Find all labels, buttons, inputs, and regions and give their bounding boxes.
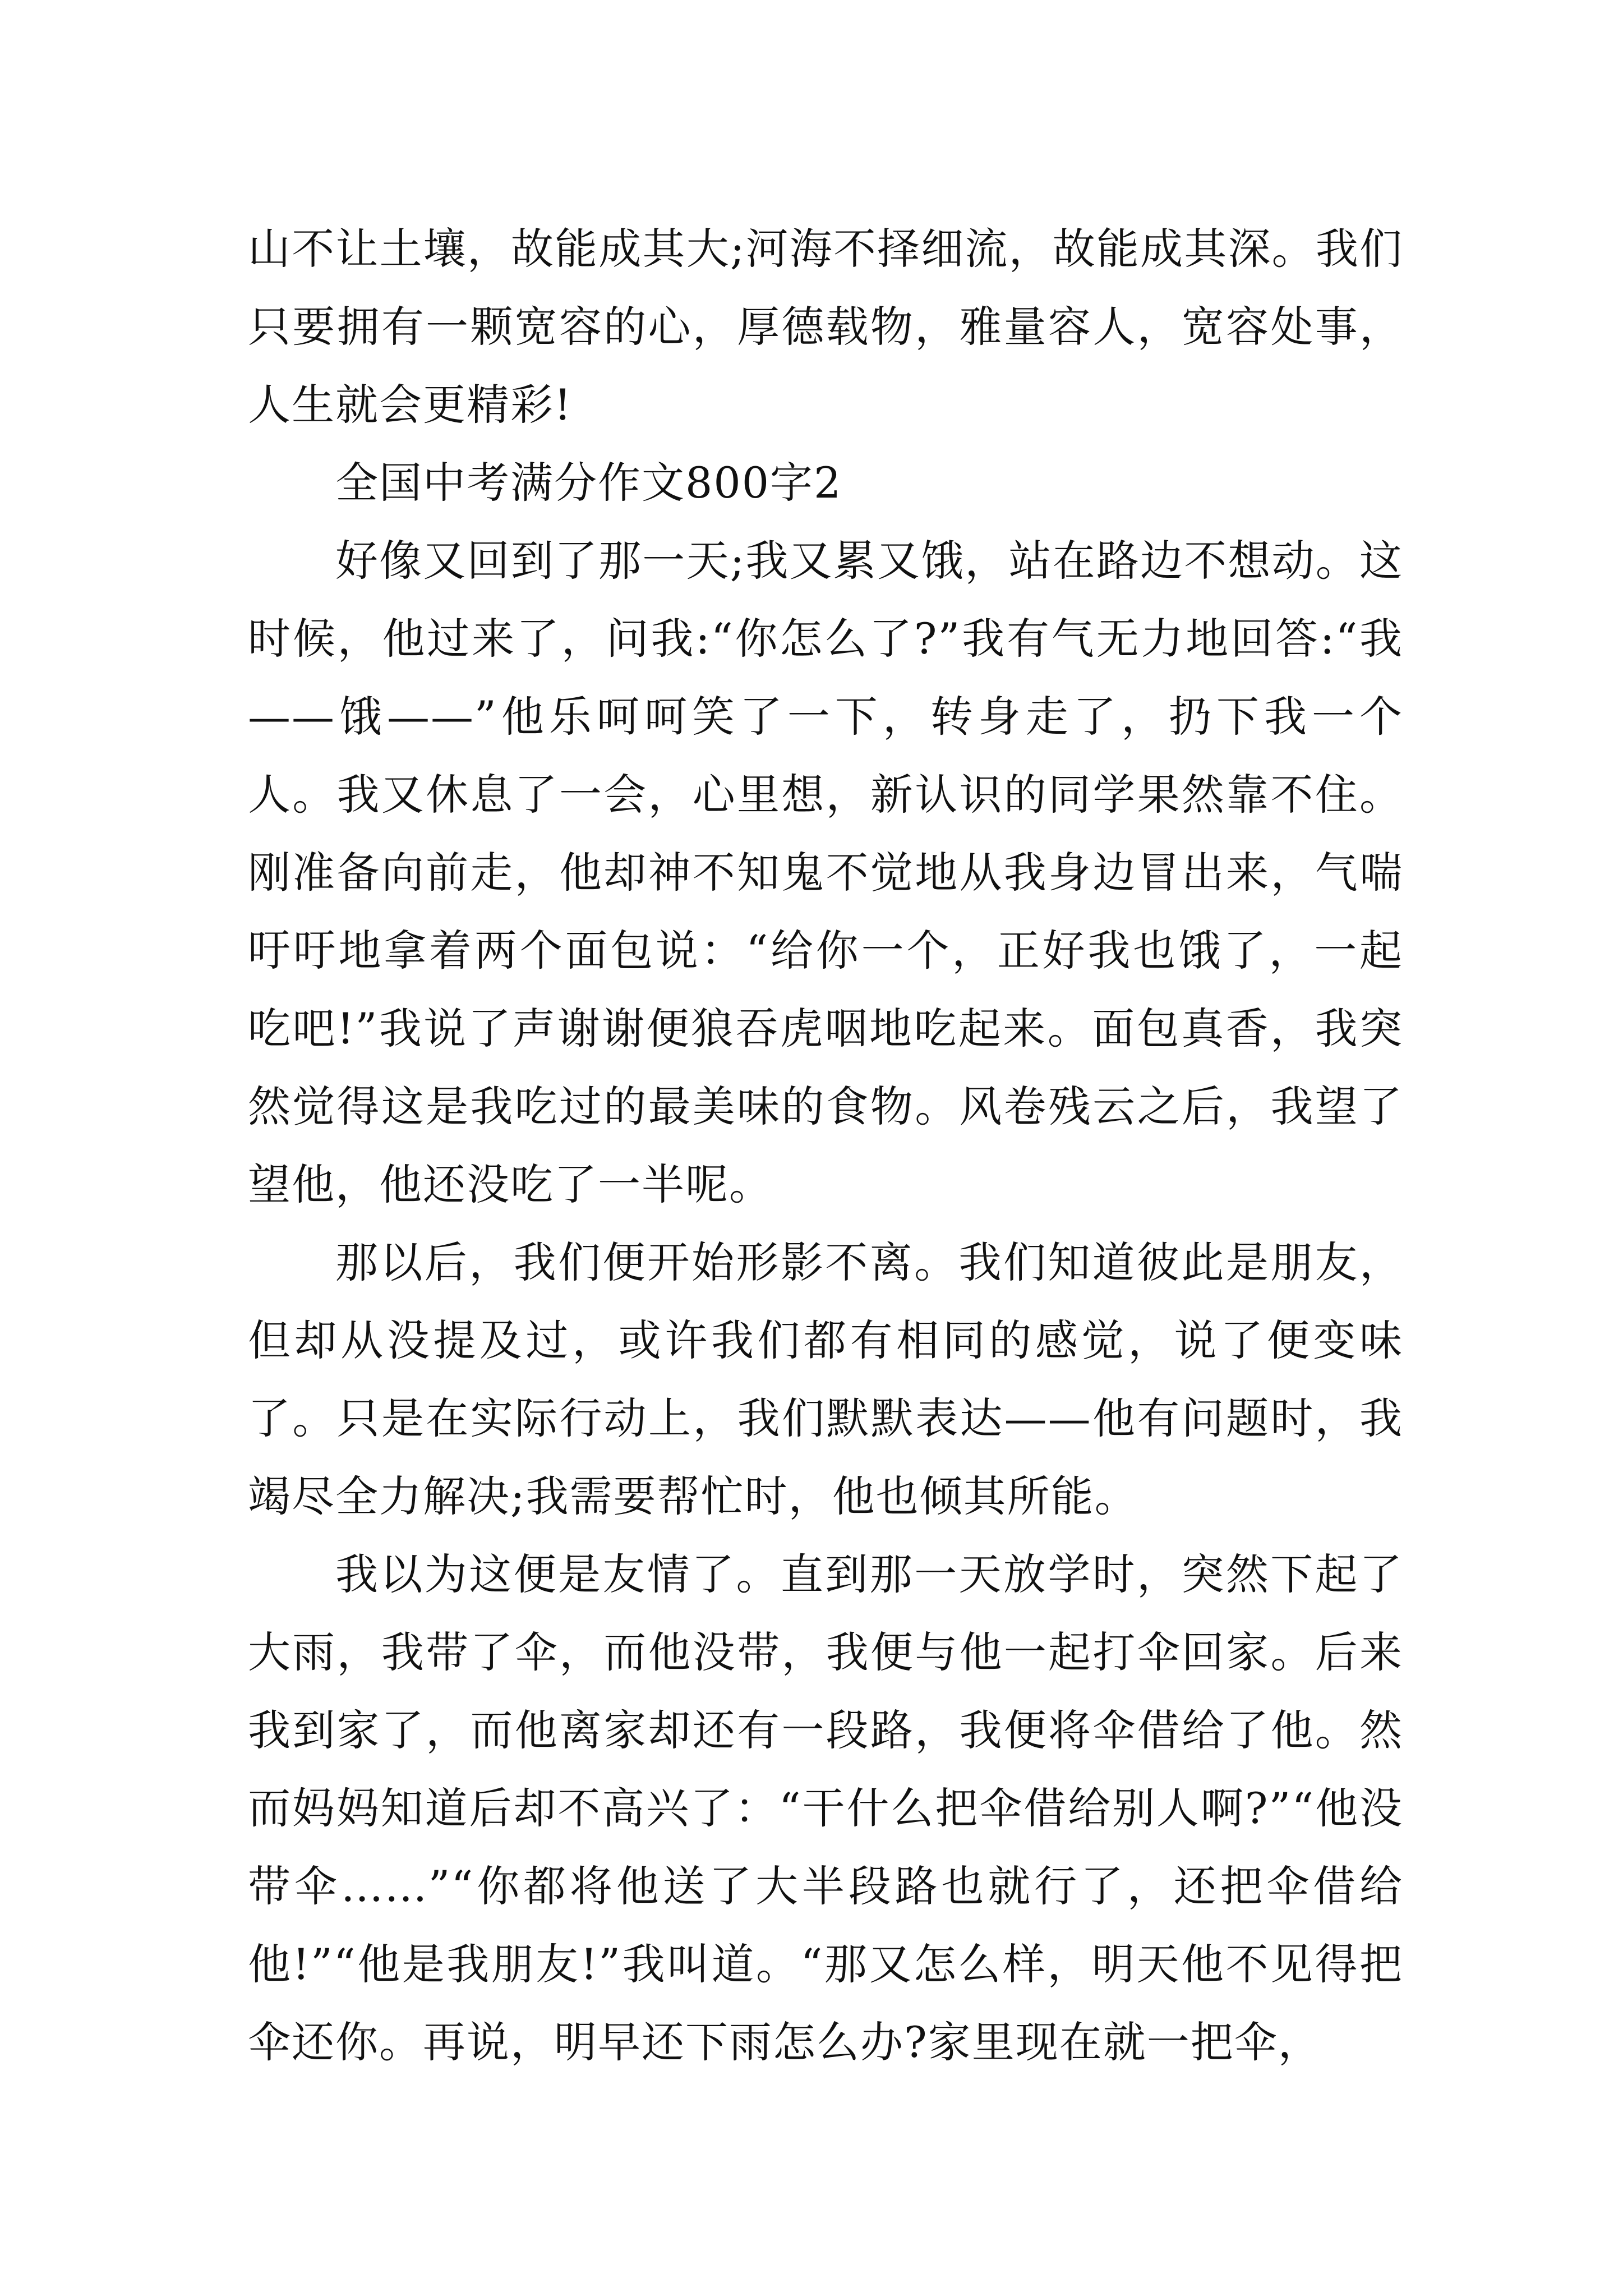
paragraph-bread: 好像又回到了那一天;我又累又饿，站在路边不想动。这时候，他过来了，问我:“你怎么了?”我有气无力地回答:“我——饿——”他乐呵呵笑了一下，转身走了，扔下我一个人。我又休息了一会，心里想，新认识的同学果然靠不住。刚准备向前走，他却神不知鬼不觉地从我身边冒出来，气喘吁吁地拿着两个面包说：“给你一个，正好我也饿了，一起吃吧!”我说了声谢谢便狼吞虎咽地吃起来。面包真香，我突然觉得这是我吃过的最美味的食物。风卷残云之后，我望了望他，他还没吃了一半呢。 [248, 536, 1403, 1209]
paragraph-friendship: 那以后，我们便开始形影不离。我们知道彼此是朋友，但却从没提及过，或许我们都有相同的感觉，说了便变味了。只是在实际行动上，我们默默表达——他有问题时，我竭尽全力解决;我需要帮忙时，他也倾其所能。 [248, 1237, 1403, 1521]
paragraph-intro-conclusion: 山不让土壤，故能成其大;河海不择细流，故能成其深。我们只要拥有一颗宽容的心，厚德载物，雅量容人，宽容处事，人生就会更精彩! [248, 224, 1403, 430]
paragraph-umbrella: 我以为这便是友情了。直到那一天放学时，突然下起了大雨，我带了伞，而他没带，我便与他一起打伞回家。后来我到家了，而他离家却还有一段路，我便将伞借给了他。然而妈妈知道后却不高兴了：“干什么把伞借给别人啊?”“他没带伞……”“你都将他送了大半段路也就行了，还把伞借给他!”“他是我朋友!”我叫道。“那又怎么样，明天他不见得把伞还你。再说，明早还下雨怎么办?家里现在就一把伞， [248, 1549, 1403, 2067]
essay-body [248, 210, 1403, 2081]
essay-heading: 全国中考满分作文800字2 [335, 458, 842, 508]
